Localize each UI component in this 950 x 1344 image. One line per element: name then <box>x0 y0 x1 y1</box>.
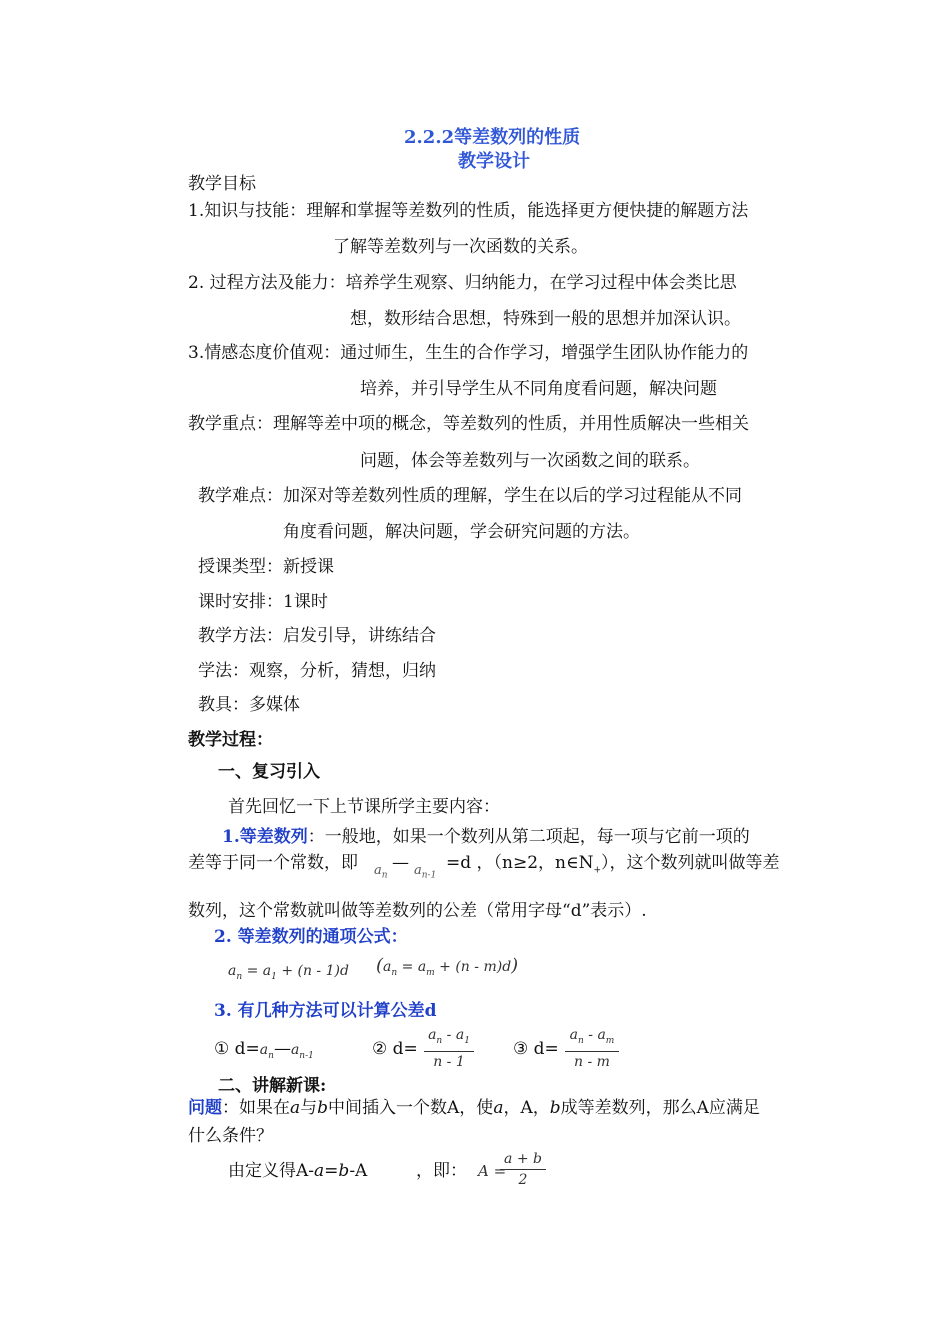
method-2-label: ② d= <box>372 1039 418 1059</box>
derivation-line: 由定义得A-a=b-A <box>228 1161 368 1181</box>
general-formula-2: $(a_n = a_m + (n - m)d)$ <box>376 955 519 978</box>
definition-text-b-eq: =d ，（n≥2，$n\in N_+$），这个数列就叫做等差 <box>446 853 780 876</box>
derivation-ie: ，即： <box>416 1161 467 1181</box>
derivation-fraction: a + b 2 <box>500 1150 546 1189</box>
definition-label: 1.等差数列 <box>222 827 308 847</box>
process-heading: 教学过程： <box>188 730 273 750</box>
section-1-heading: 一、复习引入 <box>218 762 320 782</box>
difficulties-a: 教学难点：加深对等差数列性质的理解，学生在以后的学习过程能从不同 <box>198 486 742 506</box>
teaching-tools: 教具：多媒体 <box>198 695 300 715</box>
key-points-b: 问题，体会等差数列与一次函数之间的联系。 <box>360 451 700 471</box>
objective-3b: 培养，并引导学生从不同角度看问题，解决问题 <box>360 379 717 399</box>
difficulties-b: 角度看问题，解决问题，学会研究问题的方法。 <box>283 522 640 542</box>
objective-1b: 了解等差数列与一次函数的关系。 <box>333 237 588 257</box>
objective-2b: 想，数形结合思想，特殊到一般的思想并加深认识。 <box>350 309 741 329</box>
definition-text-a: ：一般地，如果一个数列从第二项起，每一项与它前一项的 <box>307 827 750 847</box>
title-line2: 教学设计 <box>458 151 530 172</box>
derivation-A: A = <box>478 1162 507 1180</box>
minus-sign: — <box>392 853 409 873</box>
section-2-heading: 二、讲解新课: <box>218 1076 327 1096</box>
title-line1: 2.2.2等差数列的性质 <box>404 127 581 148</box>
question-line-a: 问题：如果在a与b中间插入一个数A，使a，A，b成等差数列，那么A应满足 <box>188 1098 760 1118</box>
objective-3a: 3.情感态度价值观：通过师生，生生的合作学习，增强学生团队协作能力的 <box>188 343 749 363</box>
definition-text-b1: 差等于同一个常数，即 <box>188 853 358 873</box>
an1-symbol: $a_{n-1}$ <box>414 863 437 881</box>
formula-heading: 2. 等差数列的通项公式： <box>214 927 408 947</box>
learning-method: 学法：观察，分析，猜想，归纳 <box>198 661 436 681</box>
question-line-b: 什么条件？ <box>188 1126 273 1146</box>
objective-2a: 2. 过程方法及能力：培养学生观察、归纳能力，在学习过程中体会类比思 <box>188 273 737 293</box>
objective-1a: 1.知识与技能：理解和掌握等差数列的性质，能选择更方便快捷的解题方法 <box>188 201 749 221</box>
recall-text: 首先回忆一下上节课所学主要内容： <box>228 797 500 817</box>
method-3-label: ③ d= <box>513 1039 559 1059</box>
teaching-method: 教学方法：启发引导，讲练结合 <box>198 626 436 646</box>
an-symbol: $a_n$ <box>374 863 388 881</box>
method-3-fraction: $a_n - a_m$ n - m <box>565 1026 619 1071</box>
definition-line-a <box>222 826 750 848</box>
general-formula-1: $a_n = a_1 + (n - 1)d$ <box>228 963 349 982</box>
lesson-type: 授课类型：新授课 <box>198 557 334 577</box>
lesson-hours: 课时安排：1课时 <box>198 592 328 612</box>
key-points-a: 教学重点：理解等差中项的概念，等差数列的性质，并用性质解决一些相关 <box>188 414 749 434</box>
objectives-heading: 教学目标 <box>188 174 256 194</box>
method-2-fraction: $a_n - a_1$ n - 1 <box>424 1026 474 1071</box>
methods-heading: 3. 有几种方法可以计算公差d <box>214 1001 437 1021</box>
definition-line-c: 数列，这个常数就叫做等差数列的公差（常用字母“d”表示）. <box>188 901 647 921</box>
question-label: 问题 <box>188 1098 222 1118</box>
method-1: ① $d=a_n—a_{n-1}$ <box>214 1039 314 1061</box>
definition-line-b <box>188 852 358 874</box>
